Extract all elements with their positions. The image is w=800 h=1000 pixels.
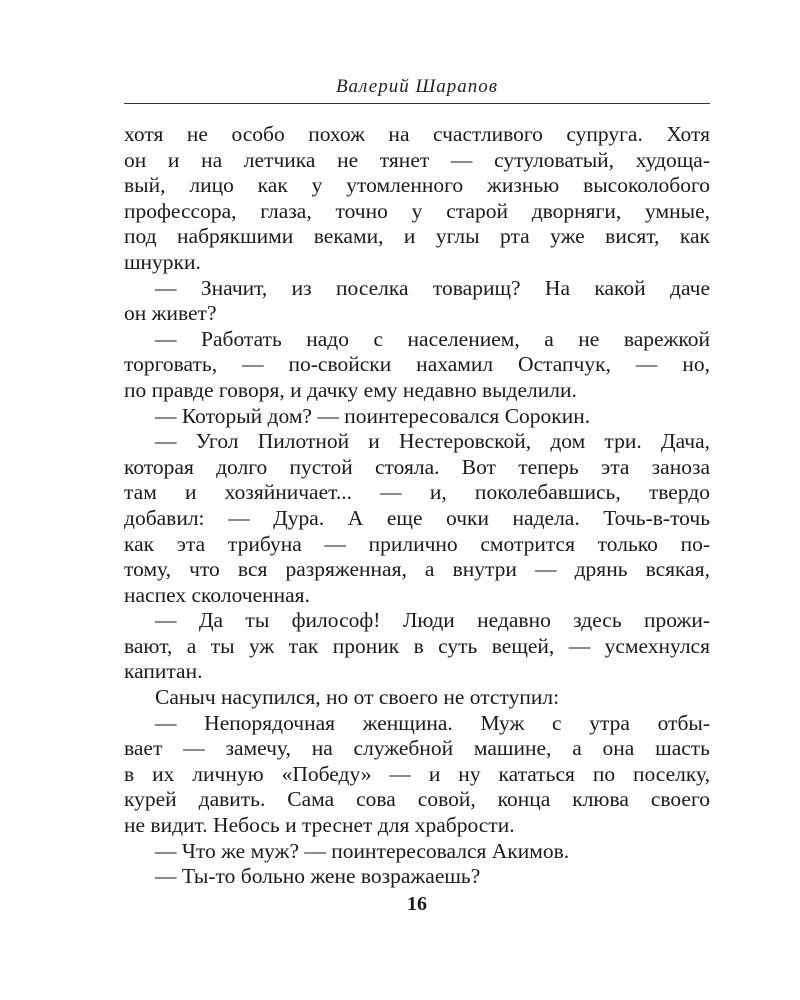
running-head-author: Валерий Шарапов: [335, 76, 499, 97]
text-line: тому, что вся разряженная, а внутри — дрянь всякая,: [124, 557, 710, 582]
text-line: вают, а ты уж так проник в суть вещей, — усмехнулся: [124, 633, 710, 658]
text-line: — Да ты философ! Люди недавно здесь прожи-: [155, 608, 710, 633]
text-line: профессора, глаза, точно у старой дворняги, умные,: [124, 198, 710, 223]
text-line: которая долго пустой стояла. Вот теперь эта заноза: [124, 454, 710, 479]
text-line: под набрякшими веками, и углы рта уже висят, как: [124, 224, 710, 249]
text-line: — Угол Пилотной и Нестеровской, дом три. Дача,: [155, 429, 710, 454]
text-line: Саныч насупился, но от своего не отступил:: [155, 685, 560, 710]
text-line: — Значит, из поселка товарищ? На какой даче: [155, 275, 710, 300]
header-rule: [124, 103, 710, 104]
body-text: [124, 122, 710, 890]
text-line: вый, лицо как у утомленного жизнью высоколобого: [124, 173, 710, 198]
page-number: 16: [407, 893, 427, 915]
text-line: как эта трибуна — прилично смотрится только по-: [124, 531, 710, 556]
text-line: не видит. Небось и треснет для храбрости.: [124, 813, 515, 838]
text-line: — Работать надо с населением, а не варежкой: [155, 326, 710, 351]
text-line: вает — замечу, на служебной машине, а она шасть: [124, 736, 710, 761]
text-line: — Непорядочная женщина. Муж с утра отбы-: [155, 710, 710, 735]
text-line: курей давить. Сама сова совой, конца клюва своего: [124, 787, 710, 812]
text-line: там и хозяйничает... — и, поколебавшись, твердо: [124, 480, 710, 505]
text-line: хотя не особо похож на счастливого супруга. Хотя: [124, 122, 710, 146]
text-line: он и на летчика не тянет — сутуловатый, худоща-: [124, 147, 710, 172]
text-line: по правде говоря, и дачку ему недавно выделили.: [124, 377, 577, 402]
text-line: — Который дом? — поинтересовался Сорокин.: [155, 403, 591, 428]
text-line: — Ты-то больно жене возражаешь?: [155, 864, 481, 889]
text-line: наспех сколоченная.: [124, 582, 310, 607]
text-line: шнурки.: [124, 249, 201, 274]
text-line: торговать, — по-свойски нахамил Остапчук, — но,: [124, 352, 710, 377]
text-line: в их личную «Победу» — и ну кататься по поселку,: [124, 761, 710, 786]
text-line: — Что же муж? — поинтересовался Акимов.: [155, 838, 570, 863]
text-line: капитан.: [124, 659, 203, 684]
text-line: он живет?: [124, 301, 217, 326]
text-line: добавил: — Дура. А еще очки надела. Точь-в-точь: [124, 505, 710, 530]
